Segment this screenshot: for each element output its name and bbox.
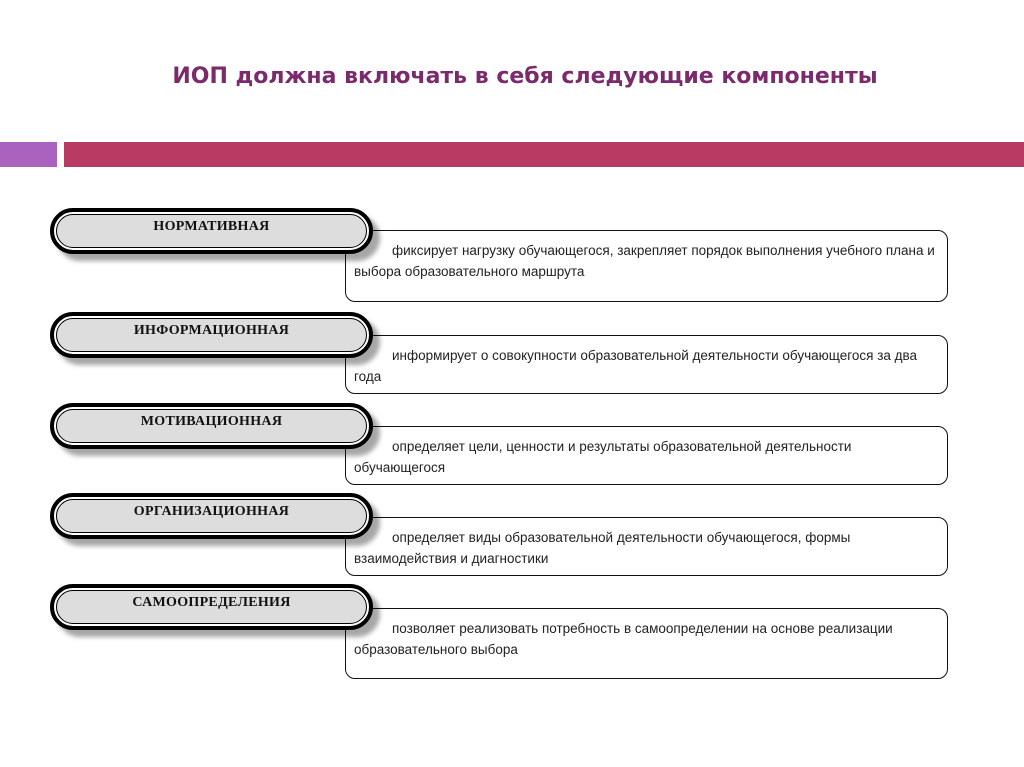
component-label-pill	[50, 493, 373, 539]
component-label-pill	[50, 403, 373, 449]
slide-title: ИОП должна включать в себя следующие компоненты	[172, 64, 878, 89]
accent-bar-red	[64, 142, 1024, 167]
component-description: фиксирует нагрузку обучающегося, закрепляет порядок выполнения учебного плана и выбора образовательного маршрута	[354, 243, 935, 279]
component-label-pill	[50, 584, 373, 630]
component-description: определяет виды образовательной деятельности обучающегося, формы взаимодействия и диагностики	[354, 530, 851, 566]
component-description: определяет цели, ценности и результаты образовательной деятельности обучающегося	[354, 439, 852, 475]
component-label: САМООПРЕДЕЛЕНИЯ	[56, 590, 367, 624]
component-label: ОРГАНИЗАЦИОННАЯ	[56, 499, 367, 533]
component-description-box	[345, 608, 948, 679]
component-description-box	[345, 517, 948, 576]
accent-bar-purple	[0, 142, 57, 167]
component-label: ИНФОРМАЦИОННАЯ	[56, 318, 367, 352]
component-description: позволяет реализовать потребность в самоопределении на основе реализации образовательного выбора	[354, 621, 893, 657]
component-description-box	[345, 230, 948, 302]
component-description-box	[345, 426, 948, 485]
component-description-box	[345, 335, 948, 394]
component-label: НОРМАТИВНАЯ	[56, 214, 367, 248]
component-label-pill	[50, 208, 373, 254]
component-label: МОТИВАЦИОННАЯ	[56, 409, 367, 443]
component-label-pill	[50, 312, 373, 358]
component-description: информирует о совокупности образовательной деятельности обучающегося за два года	[354, 348, 918, 384]
